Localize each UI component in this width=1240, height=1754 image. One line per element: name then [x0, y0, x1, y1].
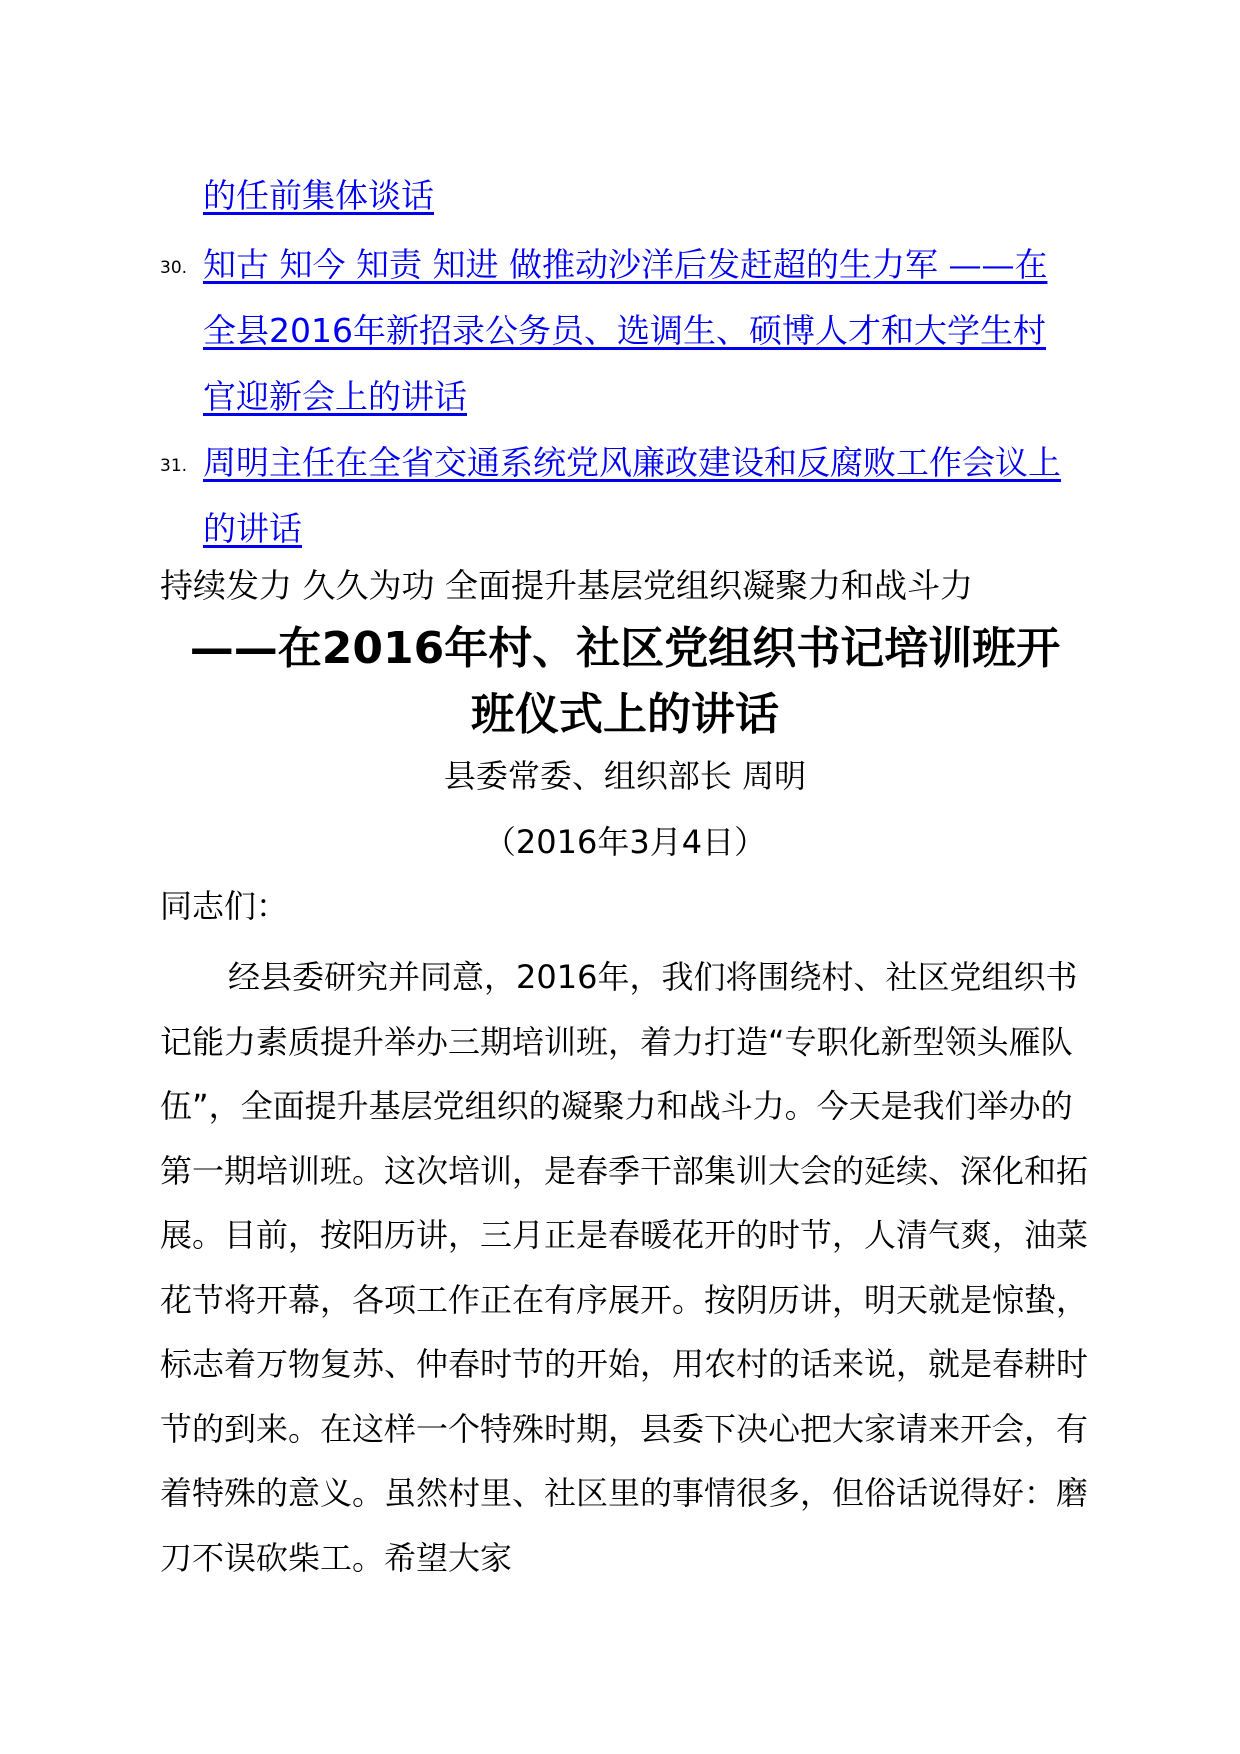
- article-salutation: 同志们：: [160, 887, 289, 925]
- article-body: [160, 945, 1090, 1590]
- toc-link-30-line3[interactable]: 官迎新会上的讲话: [203, 377, 467, 416]
- toc-link-31[interactable]: [203, 430, 1088, 562]
- toc-link-30[interactable]: [203, 232, 1088, 430]
- toc-link-31-line2[interactable]: 的讲话: [203, 509, 302, 548]
- article-intro-title: 持续发力 久久为功 全面提升基层党组织凝聚力和战斗力: [160, 566, 973, 605]
- main-title-line2: 班仪式上的讲话: [471, 689, 779, 740]
- article-paragraph: 经县委研究并同意，2016年，我们将围绕村、社区党组织书记能力素质提升举办三期培训班，着力打造“专职化新型领头雁队伍”，全面提升基层党组织的凝聚力和战斗力。今天是我们举办的第一期培训班。这次培训，是春季干部集训大会的延续、深化和拓展。目前，按阳历讲，三月正是春暖花开的时节，人清气爽，油菜花节将开幕，各项工作正在有序展开。按阴历讲，明天就是惊蛰，标志着万物复苏、仲春时节的开始，用农村的话来说，就是春耕时节的到来。在这样一个特殊时期，县委下决心把大家请来开会，有着特殊的意义。虽然村里、社区里的事情很多，但俗话说得好：磨刀不误砍柴工。希望大家: [160, 958, 1089, 1577]
- toc-link-29-tail[interactable]: 的任前集体谈话: [203, 176, 434, 215]
- toc-number: 31.: [160, 456, 188, 476]
- main-title-line1: ——在2016年村、社区党组织书记培训班开: [189, 623, 1061, 674]
- toc-item-29-continuation[interactable]: [203, 172, 434, 220]
- toc-link-31-line1[interactable]: 周明主任在全省交通系统党风廉政建设和反腐败工作会议上: [203, 443, 1061, 482]
- toc-number: 30.: [160, 258, 188, 278]
- toc-link-30-line2[interactable]: 全县2016年新招录公务员、选调生、硕博人才和大学生村: [203, 311, 1046, 350]
- article-main-title: [160, 616, 1090, 748]
- toc-link-30-line1[interactable]: 知古 知今 知责 知进 做推动沙洋后发赶超的生力军 ——在: [203, 245, 1048, 284]
- article-byline: 县委常委、组织部长 周明: [443, 757, 807, 795]
- article-date: （2016年3月4日）: [483, 823, 767, 861]
